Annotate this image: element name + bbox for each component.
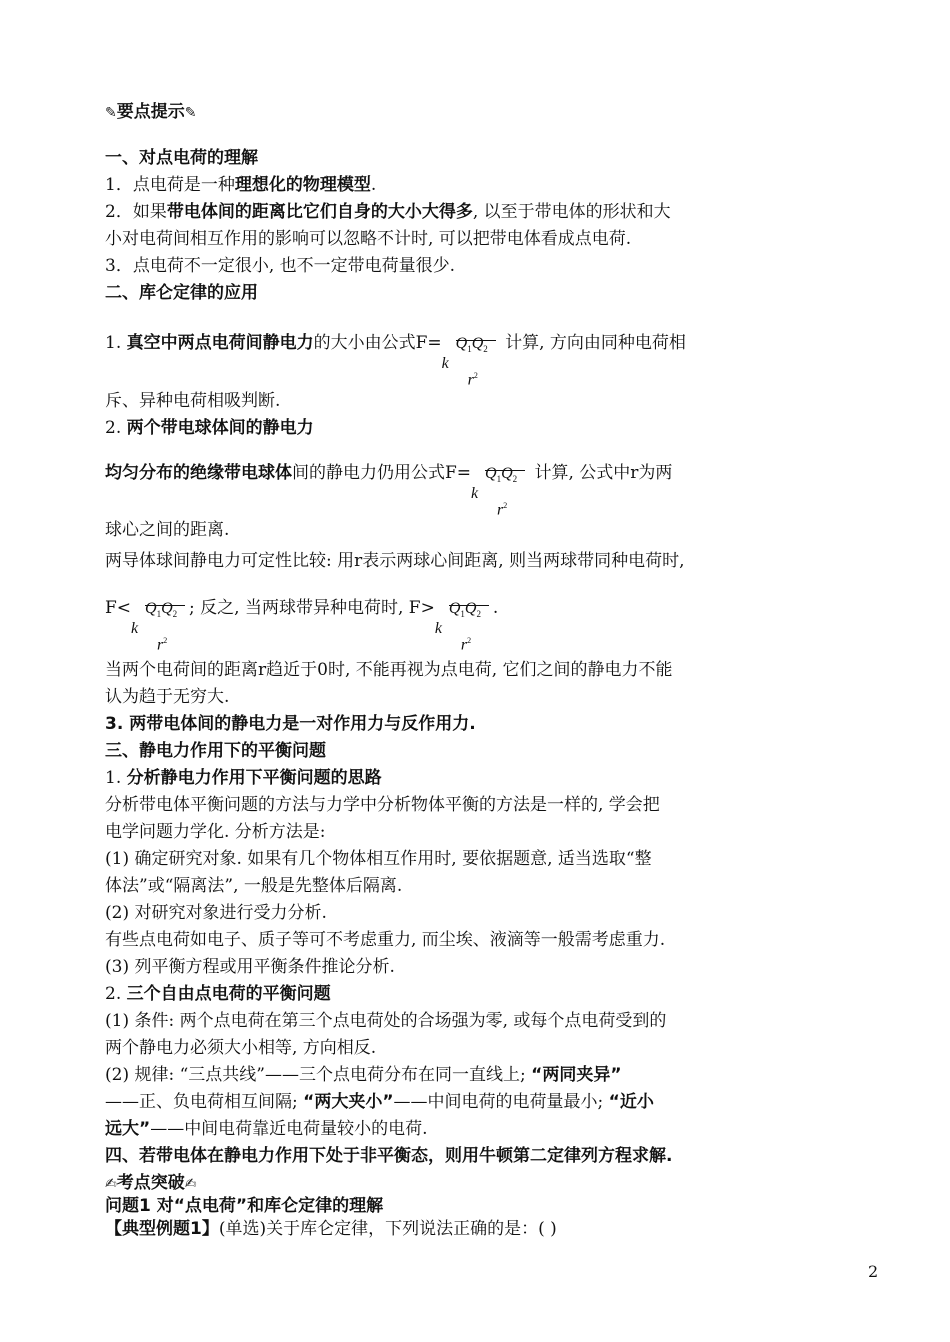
- paragraph-s3-cont-2: 远大”——中间电荷靠近电荷量较小的电荷.: [105, 1119, 428, 1139]
- section-title: 要点提示: [116, 102, 185, 122]
- paragraph-2: 2．如果带电体间的距离比它们自身的大小大得多, 以至于带电体的形状和大: [105, 202, 671, 222]
- paragraph-r3: (1) 确定研究对象. 如果有几个物体相互作用时, 要依据题意, 适当选取“整: [105, 849, 652, 869]
- paragraph-s3-cont: ——正、负电荷相互间隔; “两大夹小”——中间电荷的电荷量最小; “近小: [105, 1092, 654, 1112]
- paragraph-r5: 有些点电荷如电子、质子等可不考虑重力, 而尘埃、液滴等一般需考虑重力.: [105, 930, 666, 950]
- coulomb-formula-line-1: 1. 真空中两点电荷间静电力的大小由公式F= k $Q_1Q_2$ $r^2$ 计算, 方向由同种电荷相: [105, 313, 686, 373]
- paragraph-2-cont: 小对电荷间相互作用的影响可以忽略不计时, 可以把带电体看成点电荷.: [105, 229, 632, 249]
- coulomb-formula-4: k $Q_1Q_2$ $r^2$: [435, 579, 493, 639]
- coulomb-formula-line-2: 均匀分布的绝缘带电球体间的静电力仍用公式F= k $Q_1Q_2$ $r^2$ 计算, 公式中r为两: [105, 443, 672, 503]
- subheading-3-2: 2. 三个自由点电荷的平衡问题: [105, 984, 331, 1004]
- page-number: 2: [868, 1262, 879, 1281]
- paragraph-r6: (3) 列平衡方程或用平衡条件推论分析.: [105, 957, 395, 977]
- heading-3: 三、静电力作用下的平衡问题: [105, 741, 326, 761]
- paragraph-r4: (2) 对研究对象进行受力分析.: [105, 903, 327, 923]
- comparison-line: F< k $Q_1Q_2$ $r^2$ ; 反之, 当两球带异种电荷时, F> k $Q_1Q_2$ $r^2$ .: [105, 578, 498, 638]
- pen-left-icon: ✍: [105, 1176, 117, 1192]
- example-1: 【典型例题1】(单选)关于库仑定律，下列说法正确的是：( ): [105, 1219, 557, 1239]
- paragraph-r3-cont: 体法”或“隔离法”, 一般是先整体后隔离.: [105, 876, 403, 896]
- paragraph-s2: (1) 条件: 两个点电荷在第三个点电荷处的合场强为零, 或每个点电荷受到的: [105, 1011, 667, 1031]
- paragraph-s2-cont: 两个静电力必须大小相等, 方向相反.: [105, 1038, 377, 1058]
- paragraph-s3: (2) 规律: “三点共线”——三个点电荷分布在同一直线上; “两同夹异”: [105, 1065, 622, 1085]
- subheading-3-1: 1. 分析静电力作用下平衡问题的思路: [105, 768, 382, 788]
- coulomb-formula: k $Q_1Q_2$ $r^2$: [442, 314, 500, 374]
- coulomb-formula-3: k $Q_1Q_2$ $r^2$: [131, 579, 189, 639]
- heading-1: 一、对点电荷的理解: [105, 148, 258, 168]
- coulomb-formula-2: k $Q_1Q_2$ $r^2$: [471, 444, 529, 504]
- paragraph-q6: 当两个电荷间的距离r趋近于0时, 不能再视为点电荷, 它们之间的静电力不能: [105, 660, 673, 680]
- paragraph-3: 3．点电荷不一定很小, 也不一定带电荷量很少.: [105, 256, 456, 276]
- paragraph-q4: 两导体球间静电力可定性比较: 用r表示两球心间距离, 则当两球带同种电荷时,: [105, 551, 685, 571]
- paragraph-q6-cont: 认为趋于无穷大.: [105, 687, 230, 707]
- paragraph-r2-cont: 电学问题力学化. 分析方法是:: [105, 822, 326, 842]
- paragraph-q7: 3. 两带电体间的静电力是一对作用力与反作用力.: [105, 714, 476, 734]
- paragraph-q1-cont: 斥、异种电荷相吸判断.: [105, 391, 281, 411]
- subheading-2: 2. 两个带电球体间的静电力: [105, 418, 314, 438]
- quill-right-icon: ✎: [184, 105, 197, 121]
- kaodian-title-row: [105, 1171, 196, 1196]
- pen-right-icon: ✍: [184, 1176, 197, 1192]
- paragraph-1: 1．点电荷是一种理想化的物理模型.: [105, 175, 377, 195]
- paragraph-q3-cont: 球心之间的距离.: [105, 520, 230, 540]
- kaodian-title: 考点突破: [116, 1173, 185, 1193]
- question-1-title: 问题1 对“点电荷”和库仑定律的理解: [105, 1196, 384, 1216]
- heading-4: 四、若带电体在静电力作用下处于非平衡态，则用牛顿第二定律列方程求解.: [105, 1146, 673, 1166]
- quill-left-icon: ✎: [105, 105, 117, 121]
- paragraph-r2: 分析带电体平衡问题的方法与力学中分析物体平衡的方法是一样的, 学会把: [105, 795, 660, 815]
- section-title-row: [105, 100, 196, 125]
- heading-2: 二、库仑定律的应用: [105, 283, 258, 303]
